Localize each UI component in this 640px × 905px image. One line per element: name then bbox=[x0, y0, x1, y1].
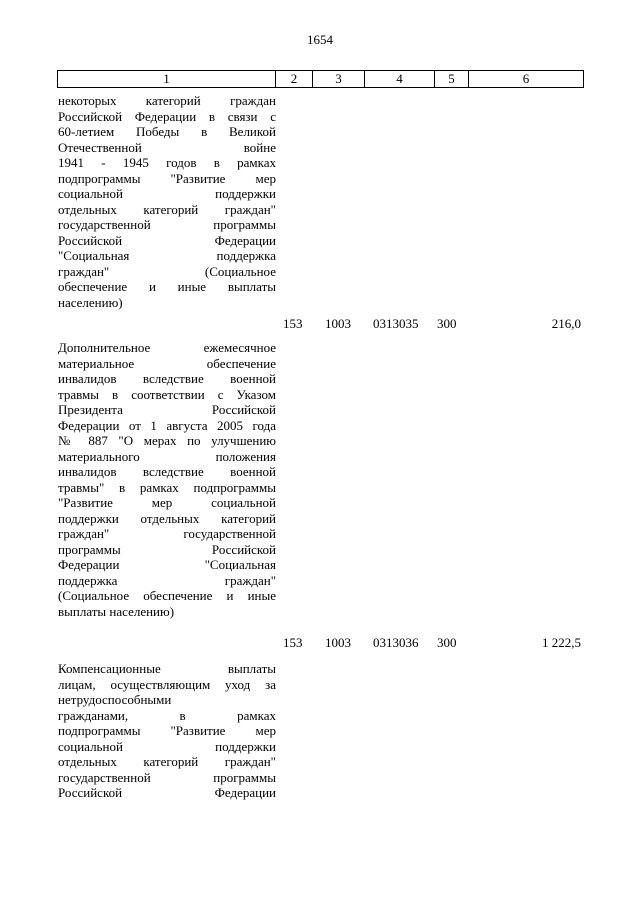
ministry-code: 153 bbox=[283, 316, 303, 331]
desc-line: поддержка граждан" bbox=[58, 572, 276, 588]
amount: 1 222,5 bbox=[542, 635, 581, 650]
desc-line: Федерации от 1 августа 2005 года bbox=[58, 417, 276, 433]
desc-line: № 887 "О мерах по улучшению bbox=[58, 433, 276, 448]
desc-line: граждан" (Социальное bbox=[58, 263, 276, 279]
desc-line: 60-летием Победы в Великой bbox=[58, 124, 276, 139]
desc-line: Отечественной войне bbox=[58, 139, 276, 155]
column-header-table bbox=[57, 70, 584, 88]
desc-line: травмы в соответствии с Указом bbox=[58, 386, 276, 402]
desc-line: материального положения bbox=[58, 448, 276, 464]
desc-line: граждан" государственной bbox=[58, 526, 276, 541]
desc-line: подпрограммы "Развитие мер bbox=[58, 723, 276, 738]
desc-line: Компенсационные выплаты bbox=[58, 661, 276, 676]
row-description bbox=[58, 661, 276, 801]
section-code: 1003 bbox=[325, 635, 351, 650]
section-code: 1003 bbox=[325, 316, 351, 331]
header-col-5: 5 bbox=[435, 71, 469, 88]
target-article-code: 0313036 bbox=[373, 635, 419, 650]
desc-line: 1941 - 1945 годов в рамках bbox=[58, 155, 276, 170]
desc-line: нетрудоспособными bbox=[58, 692, 172, 707]
desc-line: Российской Федерации bbox=[58, 232, 276, 248]
target-article-code: 0313035 bbox=[373, 316, 419, 331]
desc-line: Дополнительное ежемесячное bbox=[58, 340, 276, 355]
header-row bbox=[58, 71, 584, 88]
desc-line: (Социальное обеспечение и иные bbox=[58, 588, 276, 603]
expense-type-code: 300 bbox=[437, 316, 457, 331]
header-col-6: 6 bbox=[469, 71, 584, 88]
header-col-1: 1 bbox=[58, 71, 276, 88]
header-col-3: 3 bbox=[313, 71, 365, 88]
desc-line: отдельных категорий граждан" bbox=[58, 201, 276, 217]
row-description bbox=[58, 93, 276, 310]
desc-line: социальной поддержки bbox=[58, 738, 276, 754]
desc-line: обеспечение и иные выплаты bbox=[58, 279, 276, 294]
desc-line: подпрограммы "Развитие мер bbox=[58, 170, 276, 186]
desc-line: травмы" в рамках подпрограммы bbox=[58, 479, 276, 495]
desc-line: гражданами, в рамках bbox=[58, 707, 276, 723]
desc-line: государственной программы bbox=[58, 217, 276, 232]
desc-line: материальное обеспечение bbox=[58, 355, 276, 371]
desc-line: Российской Федерации bbox=[58, 785, 276, 800]
desc-line: выплаты населению) bbox=[58, 603, 175, 619]
desc-line: поддержки отдельных категорий bbox=[58, 510, 276, 526]
desc-line: государственной программы bbox=[58, 769, 276, 785]
desc-line: Президента Российской bbox=[58, 402, 276, 417]
page-number: 1654 bbox=[307, 32, 333, 47]
desc-line: отдельных категорий граждан" bbox=[58, 754, 276, 769]
desc-line: лицам, осуществляющим уход за bbox=[58, 676, 276, 692]
desc-line: населению) bbox=[58, 294, 123, 310]
amount: 216,0 bbox=[551, 316, 581, 331]
desc-line: инвалидов вследствие военной bbox=[58, 464, 276, 479]
header-col-2: 2 bbox=[276, 71, 313, 88]
desc-line: некоторых категорий граждан bbox=[58, 93, 276, 108]
ministry-code: 153 bbox=[283, 635, 303, 650]
desc-line: инвалидов вследствие военной bbox=[58, 371, 276, 386]
desc-line: "Развитие мер социальной bbox=[58, 495, 276, 510]
expense-type-code: 300 bbox=[437, 635, 457, 650]
row-description bbox=[58, 340, 276, 619]
desc-line: Федерации "Социальная bbox=[58, 557, 276, 572]
desc-line: программы Российской bbox=[58, 541, 276, 557]
header-col-4: 4 bbox=[365, 71, 435, 88]
desc-line: социальной поддержки bbox=[58, 186, 276, 201]
desc-line: Российской Федерации в связи с bbox=[58, 108, 276, 124]
desc-line: "Социальная поддержка bbox=[58, 248, 276, 263]
